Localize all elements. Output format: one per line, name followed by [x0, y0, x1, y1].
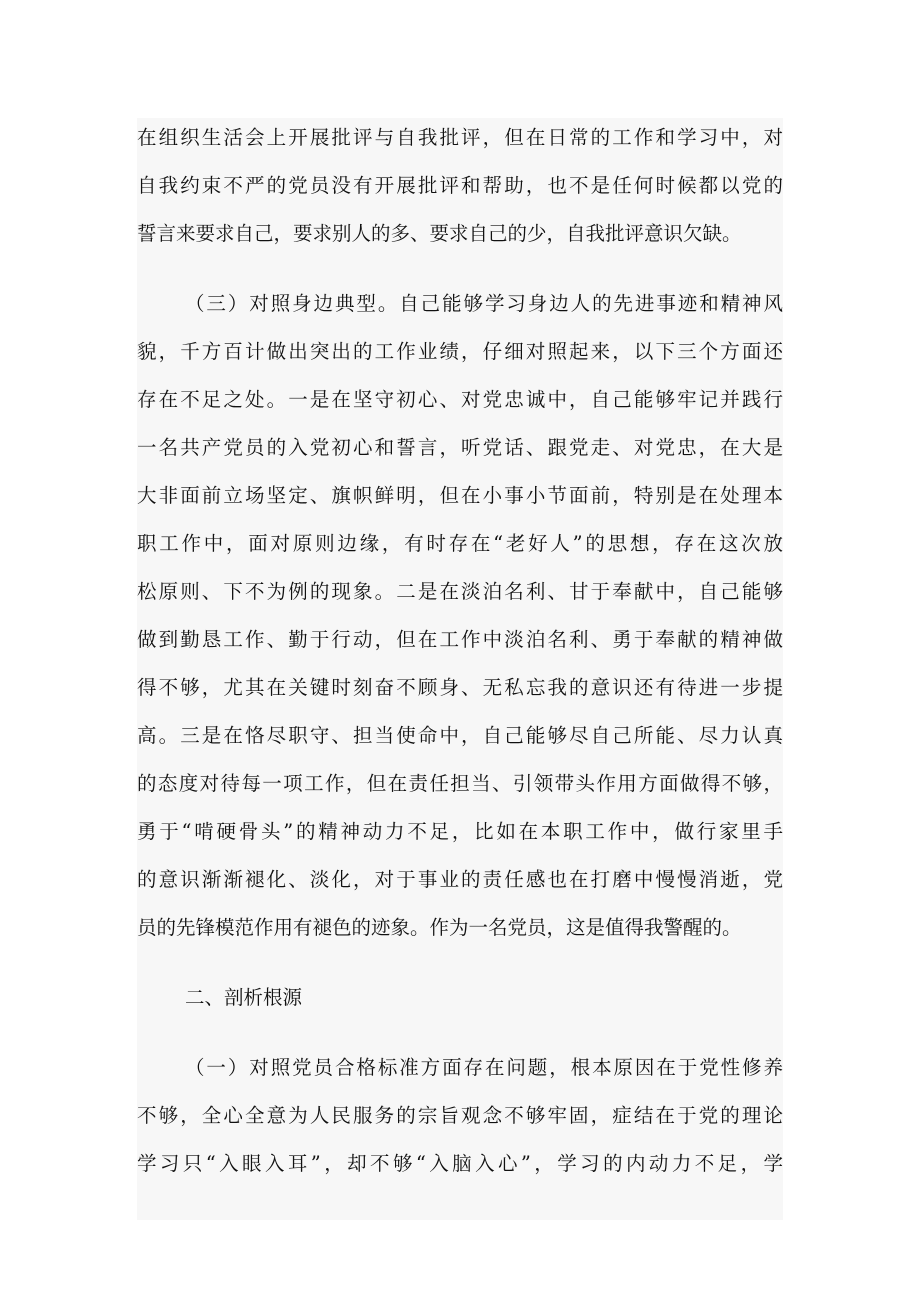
paragraph-line: （一）对照党员合格标准方面存在问题，根本原因在于党性修养: [185, 1056, 783, 1079]
section-heading: 二、剖析根源: [185, 986, 303, 1009]
paragraph-line: 一名共产党员的入党初心和誓言，听党话、跟党走、对党忠，在大是: [137, 436, 783, 459]
paragraph-line: 高。三是在恪尽职守、担当使命中，自己能够尽自己所能、尽力认真: [137, 724, 783, 747]
paragraph-line: 存在不足之处。一是在坚守初心、对党忠诚中，自己能够牢记并践行: [137, 388, 783, 411]
paragraph-line: 松原则、下不为例的现象。二是在淡泊名利、甘于奉献中，自己能够: [137, 580, 783, 603]
paragraph-line: （三）对照身边典型。自己能够学习身边人的先进事迹和精神风: [185, 292, 783, 315]
paragraph-line: 得不够，尤其在关键时刻奋不顾身、无私忘我的意识还有待进一步提: [137, 676, 783, 699]
paragraph-line: 学习只“入眼入耳”，却不够“入脑入心”，学习的内动力不足，学: [137, 1152, 783, 1175]
paragraph-line: 做到勤恳工作、勤于行动，但在工作中淡泊名利、勇于奉献的精神做: [137, 628, 783, 651]
paragraph-line: 不够，全心全意为人民服务的宗旨观念不够牢固，症结在于党的理论: [137, 1104, 783, 1127]
document-body: [137, 118, 783, 1220]
paragraph-line: 员的先锋模范作用有褪色的迹象。作为一名党员，这是值得我警醒的。: [137, 916, 742, 939]
paragraph-line: 的态度对待每一项工作，但在责任担当、引领带头作用方面做得不够，: [137, 772, 783, 795]
paragraph-line: 的意识渐渐褪化、淡化，对于事业的责任感也在打磨中慢慢消逝，党: [137, 868, 783, 891]
paragraph-line: 职工作中，面对原则边缘，有时存在“老好人”的思想，存在这次放: [137, 532, 783, 555]
paragraph-line: 自我约束不严的党员没有开展批评和帮助，也不是任何时候都以党的: [137, 174, 783, 197]
paragraph-line: 大非面前立场坚定、旗帜鲜明，但在小事小节面前，特别是在处理本: [137, 484, 783, 507]
paragraph-line: 勇于“啃硬骨头”的精神动力不足，比如在本职工作中，做行家里手: [137, 820, 783, 843]
paragraph-line: 在组织生活会上开展批评与自我批评，但在日常的工作和学习中，对: [137, 126, 783, 149]
paragraph-line: 貌，千方百计做出突出的工作业绩，仔细对照起来，以下三个方面还: [137, 340, 783, 363]
paragraph-line: 誓言来要求自己，要求别人的多、要求自己的少，自我批评意识欠缺。: [137, 222, 742, 245]
